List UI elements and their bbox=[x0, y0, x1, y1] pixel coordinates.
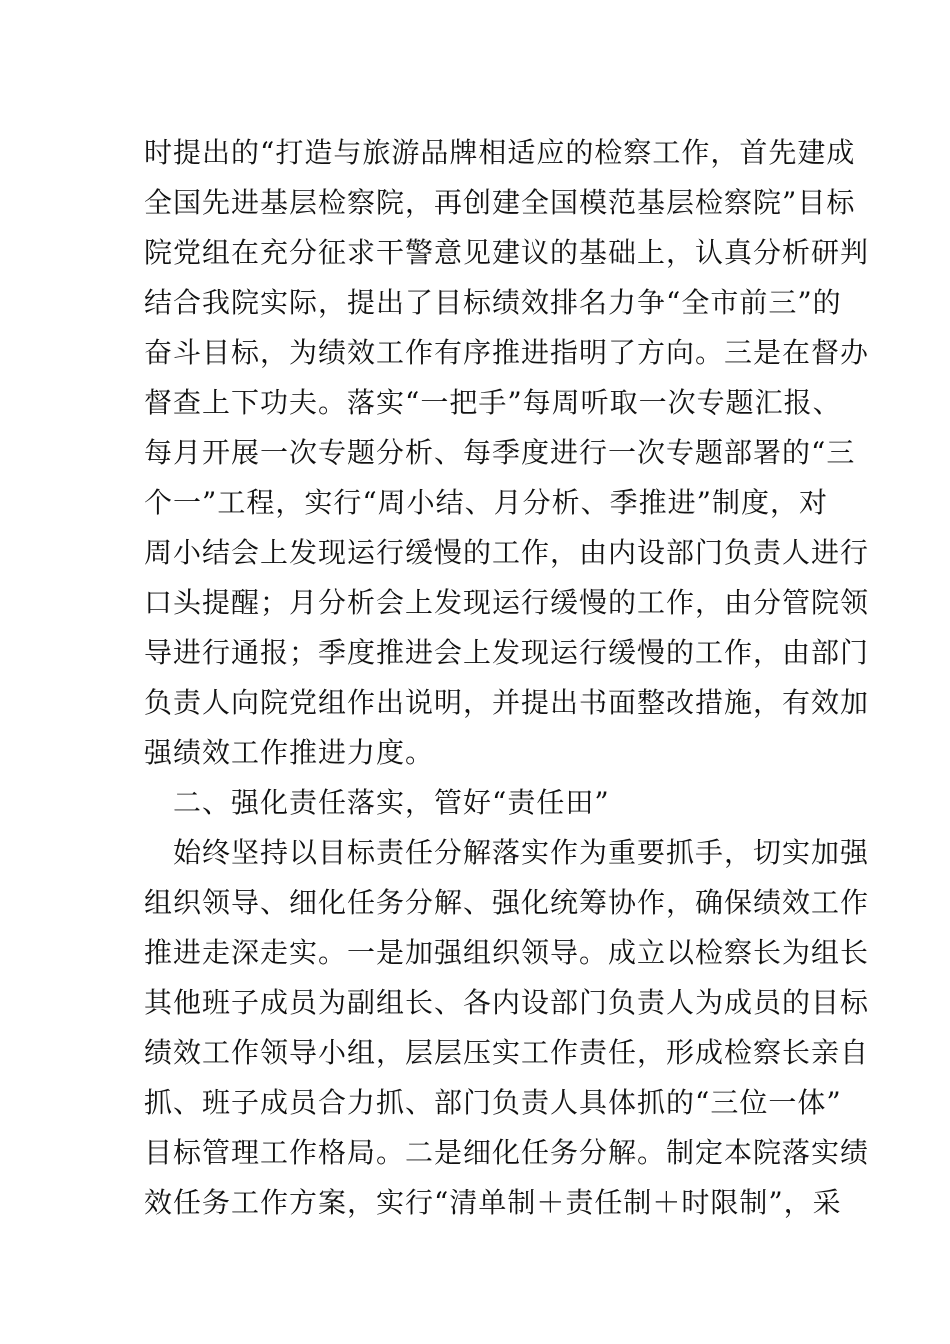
text-line-18: 其他班子成员为副组长、各内设部门负责人为成员的目标 bbox=[144, 986, 870, 1019]
text-line-4: 结合我院实际，提出了目标绩效排名力争“全市前三”的 bbox=[144, 286, 842, 319]
text-line-3: 院党组在充分征求干警意见建议的基础上，认真分析研判 bbox=[144, 236, 870, 269]
text-line-12: 负责人向院党组作出说明，并提出书面整改措施，有效加 bbox=[144, 686, 870, 719]
text-line-6: 督查上下功夫。落实“一把手”每周听取一次专题汇报、 bbox=[144, 386, 842, 419]
text-line-10: 口头提醒；月分析会上发现运行缓慢的工作，由分管院领 bbox=[144, 586, 870, 619]
text-line-19: 绩效工作领导小组，层层压实工作责任，形成检察长亲自 bbox=[144, 1036, 870, 1069]
text-line-8: 个一”工程，实行“周小结、月分析、季推进”制度，对 bbox=[144, 486, 828, 519]
section-heading: 二、强化责任落实，管好“责任田” bbox=[144, 786, 610, 819]
text-line-15: 始终坚持以目标责任分解落实作为重要抓手，切实加强 bbox=[144, 836, 870, 869]
text-line-2: 全国先进基层检察院，再创建全国模范基层检察院”目标 bbox=[144, 186, 856, 219]
text-line-13: 强绩效工作推进力度。 bbox=[144, 736, 435, 769]
text-line-5: 奋斗目标，为绩效工作有序推进指明了方向。三是在督办 bbox=[144, 336, 870, 369]
text-line-22: 效任务工作方案，实行“清单制＋责任制＋时限制”，采 bbox=[144, 1186, 842, 1219]
text-line-20: 抓、班子成员合力抓、部门负责人具体抓的“三位一体” bbox=[144, 1086, 842, 1119]
text-line-1: 时提出的“打造与旅游品牌相适应的检察工作，首先建成 bbox=[144, 136, 856, 169]
text-line-17: 推进走深走实。一是加强组织领导。成立以检察长为组长 bbox=[144, 936, 870, 969]
text-line-9: 周小结会上发现运行缓慢的工作，由内设部门负责人进行 bbox=[144, 536, 870, 569]
text-line-16: 组织领导、细化任务分解、强化统筹协作，确保绩效工作 bbox=[144, 886, 870, 919]
text-line-21: 目标管理工作格局。二是细化任务分解。制定本院落实绩 bbox=[144, 1136, 870, 1169]
text-line-7: 每月开展一次专题分析、每季度进行一次专题部署的“三 bbox=[144, 436, 856, 469]
text-line-11: 导进行通报；季度推进会上发现运行缓慢的工作，由部门 bbox=[144, 636, 870, 669]
